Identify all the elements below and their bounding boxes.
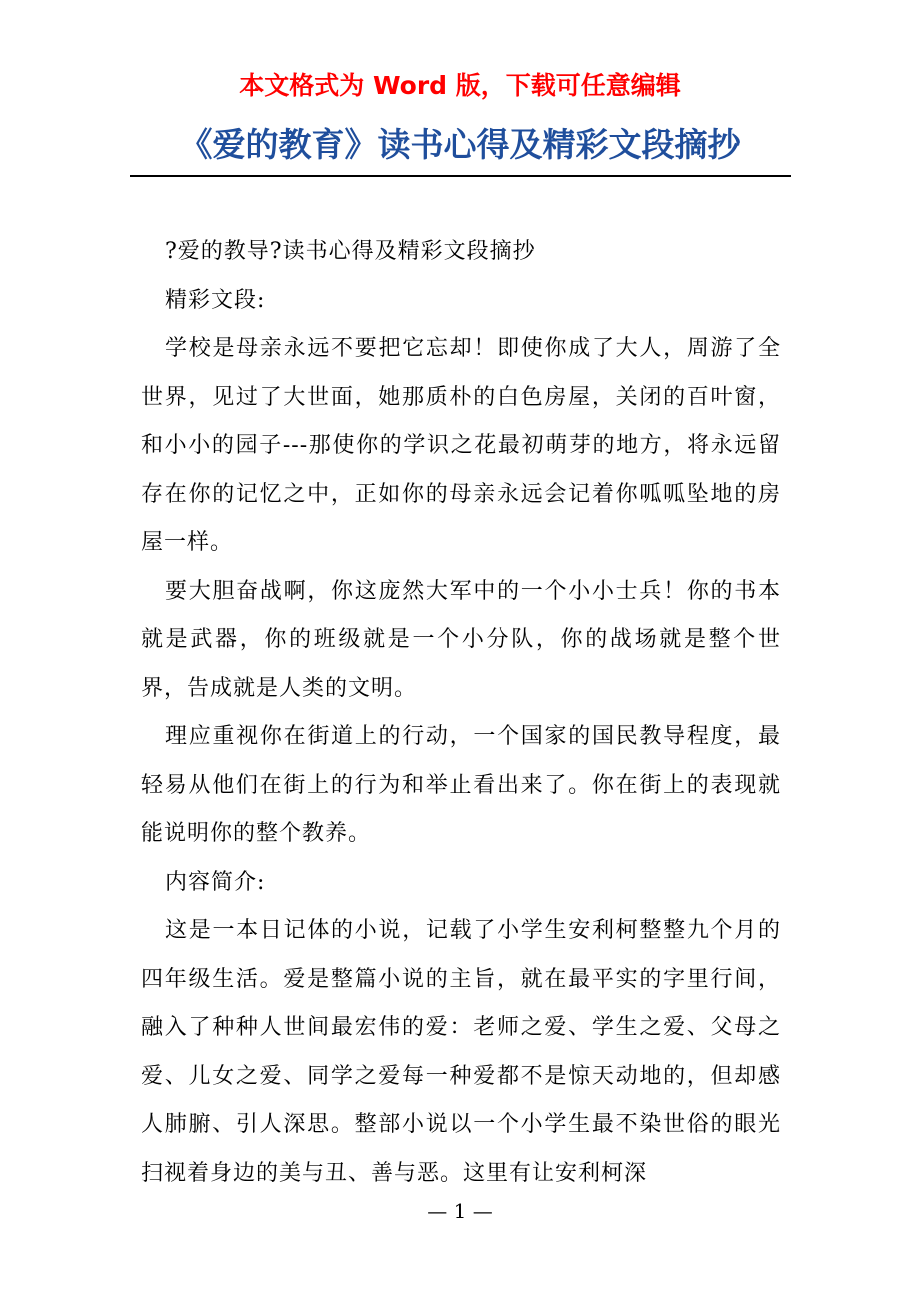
- excerpt-paragraph: 学校是母亲永远不要把它忘却！即使你成了大人，周游了全世界，见过了大世面，她那质朴的白色房屋，关闭的百叶窗，和小小的园子---那使你的学识之花最初萌芽的地方，将永远留存在你的记忆之中，正如你的母亲永远会记着你呱呱坠地的房屋一样。: [141, 336, 781, 555]
- document-title: 《爱的教育》读书心得及精彩文段摘抄: [179, 125, 741, 164]
- page-number: — 1 —: [427, 1199, 493, 1223]
- summary-paragraph: 这是一本日记体的小说，记载了小学生安利柯整整九个月的四年级生活。爱是整篇小说的主旨，就在最平实的字里行间，融入了种种人世间最宏伟的爱：老师之爱、学生之爱、父母之爱、儿女之爱、同学之爱每一种爱都不是惊天动地的，但却感人肺腑、引人深思。整部小说以一个小学生最不染世俗的眼光扫视着身边的美与丑、善与恶。这里有让安利柯深: [141, 918, 781, 1186]
- format-notice: 本文格式为 Word 版，下载可任意编辑: [239, 71, 681, 100]
- section-heading-summary: 内容简介:: [165, 869, 266, 895]
- section-heading-excerpts: 精彩文段:: [165, 287, 266, 313]
- document-body: [141, 228, 781, 1198]
- excerpt-paragraph: 要大胆奋战啊，你这庞然大军中的一个小小士兵！你的书本就是武器，你的班级就是一个小分队，你的战场就是整个世界，告成就是人类的文明。: [141, 578, 781, 701]
- title-divider: [130, 175, 791, 177]
- excerpt-paragraph: 理应重视你在街道上的行动，一个国家的国民教导程度，最轻易从他们在街上的行为和举止看出来了。你在街上的表现就能说明你的整个教养。: [141, 724, 781, 846]
- subtitle-paragraph: ?爱的教导?读书心得及精彩文段摘抄: [165, 239, 536, 264]
